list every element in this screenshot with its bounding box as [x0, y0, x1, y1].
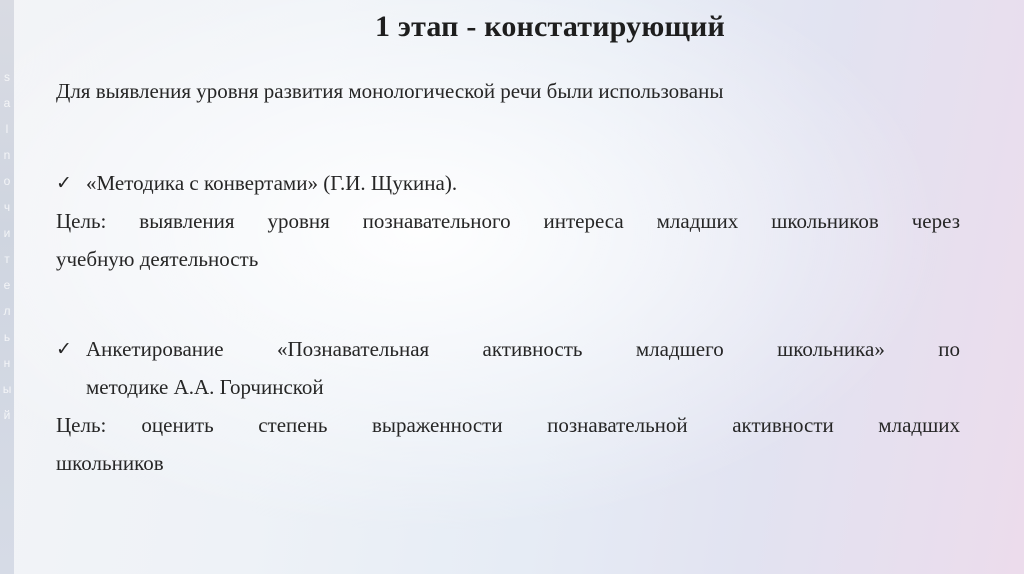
- side-strip-char: ь: [3, 330, 11, 344]
- method-item-questionnaire: [56, 330, 960, 406]
- goal-line: учебную деятельность: [56, 247, 259, 271]
- method-title-line: методике А.А. Горчинской: [86, 375, 324, 399]
- checkmark-icon: ✓: [56, 338, 72, 360]
- side-strip-char: н: [3, 356, 11, 370]
- method-title: [86, 330, 960, 406]
- side-strip-text: [0, 70, 14, 422]
- method-goal: [56, 406, 960, 482]
- goal-line: школьников: [56, 451, 164, 475]
- intro-text: Для выявления уровня развития монологической речи были использованы: [56, 79, 724, 103]
- side-strip-char: o: [3, 174, 11, 188]
- goal-row: [56, 406, 960, 444]
- side-strip-char: a: [3, 96, 11, 110]
- method-item-envelopes: [56, 164, 960, 202]
- checkmark-icon: ✓: [56, 172, 72, 194]
- side-strip-char: т: [4, 252, 10, 266]
- side-strip-char: л: [3, 304, 11, 318]
- method-goal: [56, 202, 960, 278]
- side-strip-char: n: [3, 148, 11, 162]
- side-strip-char: й: [3, 408, 11, 422]
- side-strip-char: и: [3, 226, 11, 240]
- goal-label: Цель:: [56, 413, 107, 437]
- side-strip-char: е: [3, 278, 11, 292]
- side-strip-char: s: [4, 70, 10, 84]
- side-strip-char: ы: [2, 382, 12, 396]
- slide-body: [56, 72, 960, 482]
- goal-line: оценить степень выраженности познавательной активности младших: [141, 413, 960, 437]
- method-title: «Методика с конвертами» (Г.И. Щукина).: [86, 171, 458, 195]
- side-strip-char: l: [5, 122, 9, 136]
- method-title-line: Анкетирование «Познавательная активность младшего школьника» по: [86, 337, 960, 361]
- slide-title: 1 этап - констатирующий: [375, 10, 725, 43]
- side-decoration-strip: [0, 0, 14, 574]
- side-strip-char: ч: [3, 200, 11, 214]
- goal-line: Цель: выявления уровня познавательного интереса младших школьников через: [56, 209, 960, 233]
